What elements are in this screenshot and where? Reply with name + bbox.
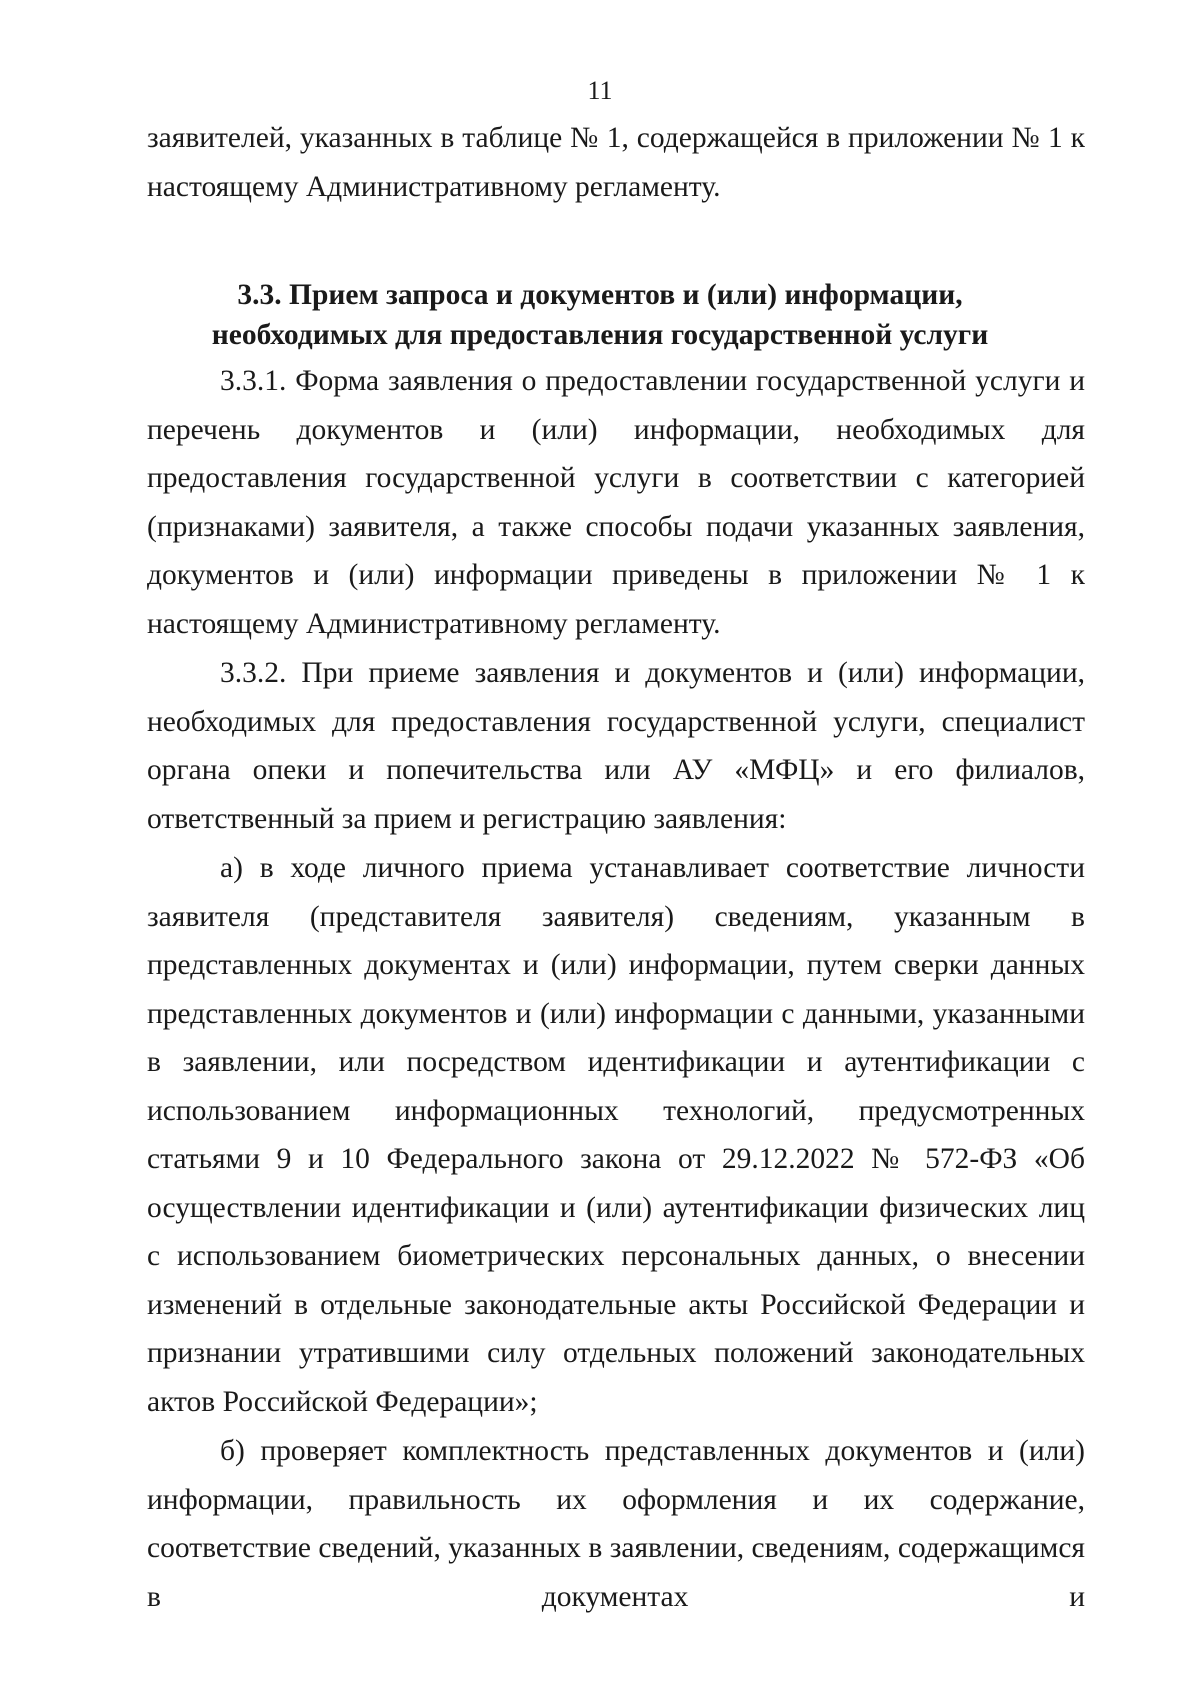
section-body <box>147 357 1085 1621</box>
section-heading-line-2: необходимых для предоставления государственной услуги <box>211 319 989 351</box>
paragraph-3-3-1: 3.3.1. Форма заявления о предоставлении государственной услуги и перечень документов и (или) информации, необходимых для предоставления государственной услуги в соответствии с категорией (признаками) заявителя, а также способы подачи указанных заявления, документов и (или) информации приведены в приложении № 1 к настоящему Административному регламенту. <box>147 365 1085 640</box>
intro-paragraph: заявителей, указанных в таблице № 1, содержащейся в приложении № 1 к настоящему Административному регламенту. <box>147 122 1085 203</box>
page-number: 11 <box>587 76 613 105</box>
intro-block <box>147 114 1085 211</box>
paragraph-item-b: б) проверяет комплектность представленных документов и (или) информации, правильность их оформления и их содержание, соответствие сведений, указанных в заявлении, сведениям, содержащимся в документах и <box>147 1435 1085 1613</box>
paragraph-item-a: а) в ходе личного приема устанавливает соответствие личности заявителя (представителя заявителя) сведениям, указанным в представленных документах и (или) информации, путем сверки данных представленных документов и (или) информации с данными, указанными в заявлении, или посредством идентификации и аутентификации с использованием информационных технологий, предусмотренных статьями 9 и 10 Федерального закона от 29.12.2022 № 572-ФЗ «Об осуществлении идентификации и (или) аутентификации физических лиц с использованием биометрических персональных данных, о внесении изменений в отдельные законодательные акты Российской Федерации и признании утратившими силу отдельных положений законодательных актов Российской Федерации»; <box>147 852 1085 1418</box>
section-heading <box>0 275 1200 355</box>
section-heading-line-1: 3.3. Прием запроса и документов и (или) информации, <box>237 279 963 311</box>
paragraph-3-3-2: 3.3.2. При приеме заявления и документов и (или) информации, необходимых для предоставления государственной услуги, специалист органа опеки и попечительства или АУ «МФЦ» и его филиалов, ответственный за прием и регистрацию заявления: <box>147 657 1085 835</box>
